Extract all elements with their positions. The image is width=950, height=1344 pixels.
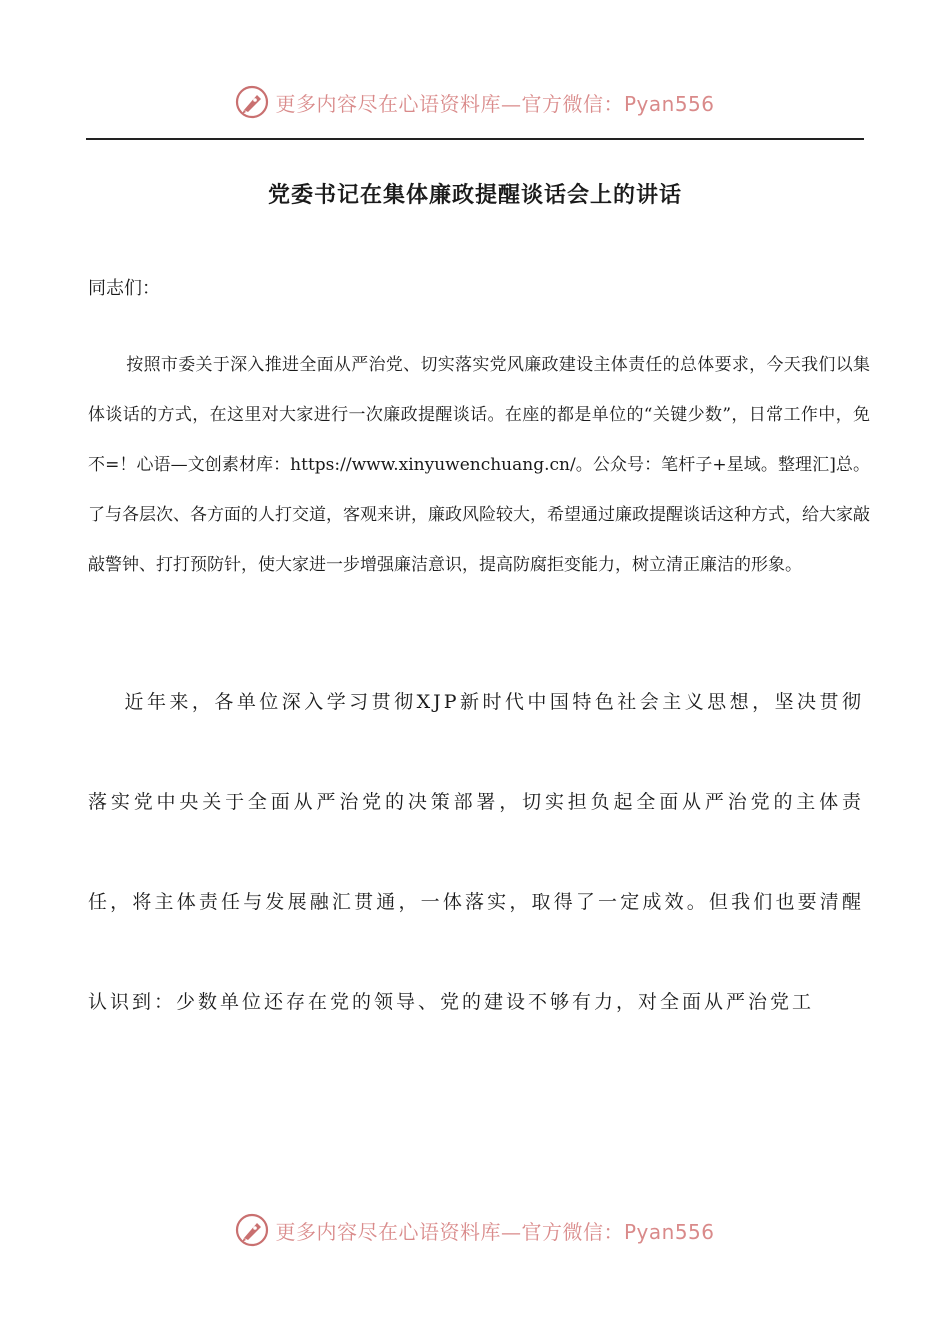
banner-wechat-id: Pyan556 xyxy=(623,91,715,116)
header-banner xyxy=(0,82,950,122)
footer-wechat-id: Pyan556 xyxy=(623,1219,715,1244)
footer-banner xyxy=(0,1210,950,1250)
paragraph-2 xyxy=(88,652,864,1052)
pen-nib-icon xyxy=(235,85,269,119)
banner-text: 更多内容尽在心语资料库—官方微信：Pyan556 xyxy=(275,91,715,116)
salutation: 同志们： xyxy=(88,278,160,299)
document-title: 党委书记在集体廉政提醒谈话会上的讲话 xyxy=(267,183,682,208)
pen-nib-icon xyxy=(235,1213,269,1247)
paragraph-1-text: 按照市委关于深入推进全面从严治党、切实落实党风廉政建设主体责任的总体要求，今天我们以集体谈话的方式，在这里对大家进行一次廉政提醒谈话。在座的都是单位的“关键少数”，日常工作中，免不=！心语—文创素材库：https://www.xinyuwenchuang.cn/。公众号：笔杆子+星域。整理汇]总。了与各层次、各方面的人打交道，客观来讲，廉政风险较大，希望通过廉政提醒谈话这种方式，给大家敲敲警钟、打打预防针，使大家进一步增强廉洁意识，提高防腐拒变能力，树立清正廉洁的形象。 xyxy=(88,355,870,575)
header-divider xyxy=(86,138,864,140)
footer-banner-text: 更多内容尽在心语资料库—官方微信：Pyan556 xyxy=(275,1219,715,1244)
paragraph-1 xyxy=(88,340,870,590)
paragraph-2-text: 近年来，各单位深入学习贯彻XJP新时代中国特色社会主义思想，坚决贯彻落实党中央关于全面从严治党的决策部署，切实担负起全面从严治党的主体责任，将主体责任与发展融汇贯通，一体落实，取得了一定成效。但我们也要清醒认识到：少数单位还存在党的领导、党的建设不够有力，对全面从严治党工 xyxy=(88,691,864,1013)
